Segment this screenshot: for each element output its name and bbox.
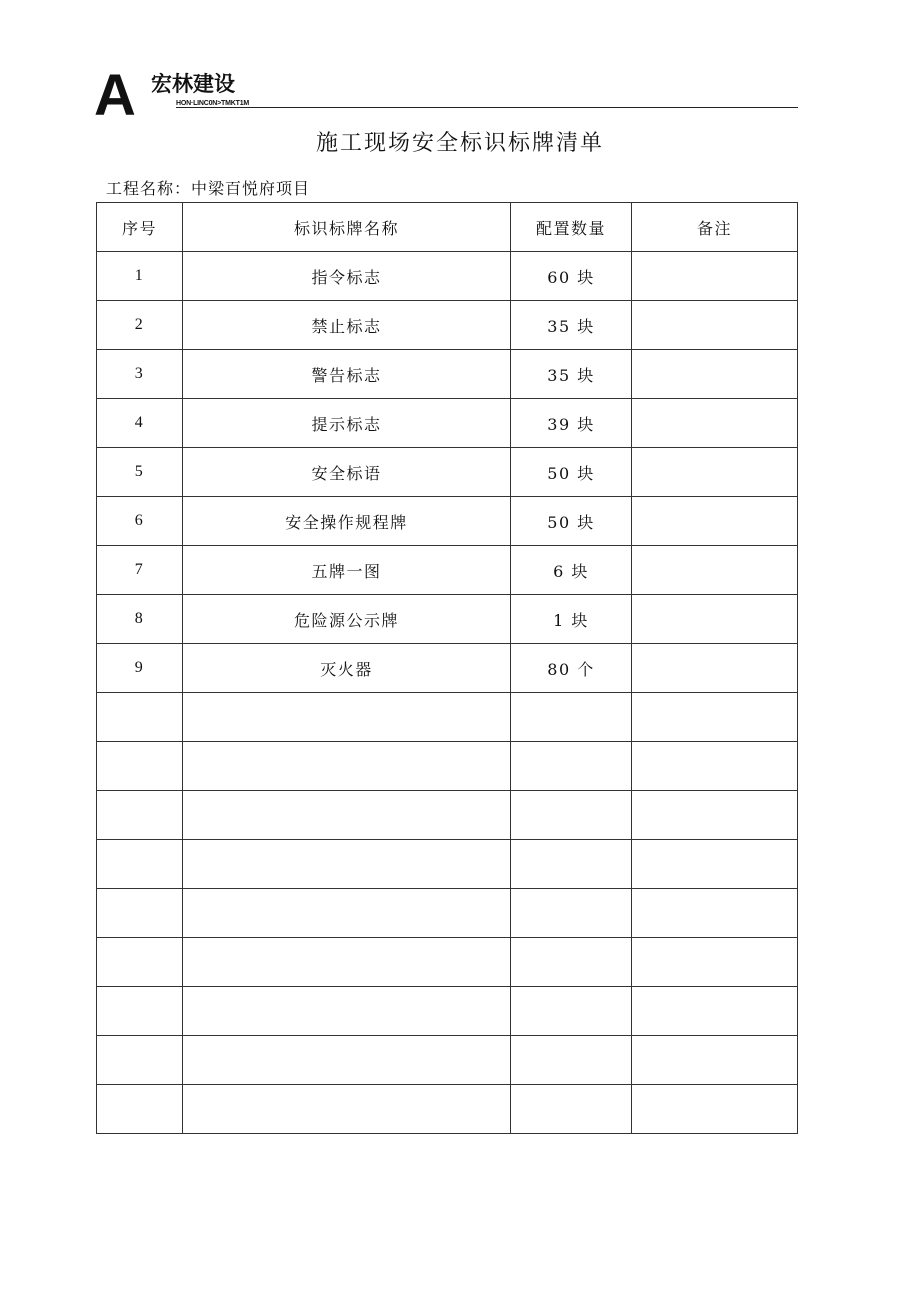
table-body [97,252,798,1134]
company-english-name: HON·LINC0N>TMKT1M [176,100,250,107]
quantity-cell [511,987,632,1036]
table-row [97,301,798,350]
table-row [97,448,798,497]
note-cell [632,448,798,497]
note-cell [632,644,798,693]
quantity-cell: 50 块 [511,497,632,546]
table-row [97,791,798,840]
row-number-cell: 6 [97,497,183,546]
note-cell [632,350,798,399]
table-row [97,889,798,938]
note-cell [632,840,798,889]
table-row [97,742,798,791]
quantity-cell: 39 块 [511,399,632,448]
sign-name-cell: 警告标志 [183,350,511,399]
note-cell [632,791,798,840]
row-number-cell [97,889,183,938]
sign-name-cell [183,938,511,987]
note-cell [632,742,798,791]
row-number-cell [97,1085,183,1134]
quantity-cell: 80 个 [511,644,632,693]
row-number-cell: 9 [97,644,183,693]
row-number-cell [97,987,183,1036]
sign-name-cell: 危险源公示牌 [183,595,511,644]
sign-name-cell: 五牌一图 [183,546,511,595]
quantity-cell [511,791,632,840]
table-row [97,1036,798,1085]
sign-name-cell [183,987,511,1036]
note-cell [632,1036,798,1085]
company-logo-letter: A [94,63,134,128]
row-number-cell: 4 [97,399,183,448]
column-header-name: 标识标牌名称 [183,203,511,252]
quantity-cell: 35 块 [511,350,632,399]
quantity-cell: 35 块 [511,301,632,350]
note-cell [632,497,798,546]
table-row [97,595,798,644]
table-row [97,497,798,546]
quantity-cell [511,1036,632,1085]
sign-name-cell [183,889,511,938]
note-cell [632,546,798,595]
table-row [97,693,798,742]
sign-name-cell [183,1036,511,1085]
sign-name-cell: 安全标语 [183,448,511,497]
quantity-cell: 6 块 [511,546,632,595]
sign-name-cell [183,693,511,742]
row-number-cell: 2 [97,301,183,350]
row-number-cell: 5 [97,448,183,497]
table-row [97,546,798,595]
note-cell [632,693,798,742]
row-number-cell [97,1036,183,1085]
project-name-line: 工程名称：中梁百悦府项目 [106,179,311,198]
safety-sign-table [96,202,798,1134]
note-cell [632,301,798,350]
note-cell [632,1085,798,1134]
note-cell [632,987,798,1036]
quantity-cell [511,742,632,791]
table-row [97,644,798,693]
sign-name-cell [183,791,511,840]
header-divider [176,107,798,108]
row-number-cell [97,938,183,987]
sign-name-cell [183,742,511,791]
table-header-row [97,203,798,252]
row-number-cell [97,693,183,742]
row-number-cell: 7 [97,546,183,595]
sign-name-cell: 安全操作规程牌 [183,497,511,546]
quantity-cell [511,889,632,938]
sign-name-cell [183,840,511,889]
sign-name-cell: 提示标志 [183,399,511,448]
quantity-cell: 1 块 [511,595,632,644]
table-row [97,938,798,987]
note-cell [632,252,798,301]
quantity-cell: 60 块 [511,252,632,301]
note-cell [632,938,798,987]
note-cell [632,399,798,448]
sign-name-cell: 灭火器 [183,644,511,693]
quantity-cell: 50 块 [511,448,632,497]
table-row [97,350,798,399]
note-cell [632,889,798,938]
quantity-cell [511,693,632,742]
table-row [97,840,798,889]
quantity-cell [511,1085,632,1134]
note-cell [632,595,798,644]
quantity-cell [511,938,632,987]
table-row [97,252,798,301]
document-title: 施工现场安全标识标牌清单 [315,131,604,156]
company-name: 宏林建设 [151,72,235,96]
table-row [97,399,798,448]
row-number-cell: 1 [97,252,183,301]
sign-name-cell [183,1085,511,1134]
sign-name-cell: 禁止标志 [183,301,511,350]
row-number-cell: 3 [97,350,183,399]
table-row [97,1085,798,1134]
table-row [97,987,798,1036]
sign-name-cell: 指令标志 [183,252,511,301]
column-header-no: 序号 [97,203,183,252]
row-number-cell [97,742,183,791]
row-number-cell [97,791,183,840]
row-number-cell: 8 [97,595,183,644]
column-header-note: 备注 [632,203,798,252]
quantity-cell [511,840,632,889]
column-header-quantity: 配置数量 [511,203,632,252]
row-number-cell [97,840,183,889]
